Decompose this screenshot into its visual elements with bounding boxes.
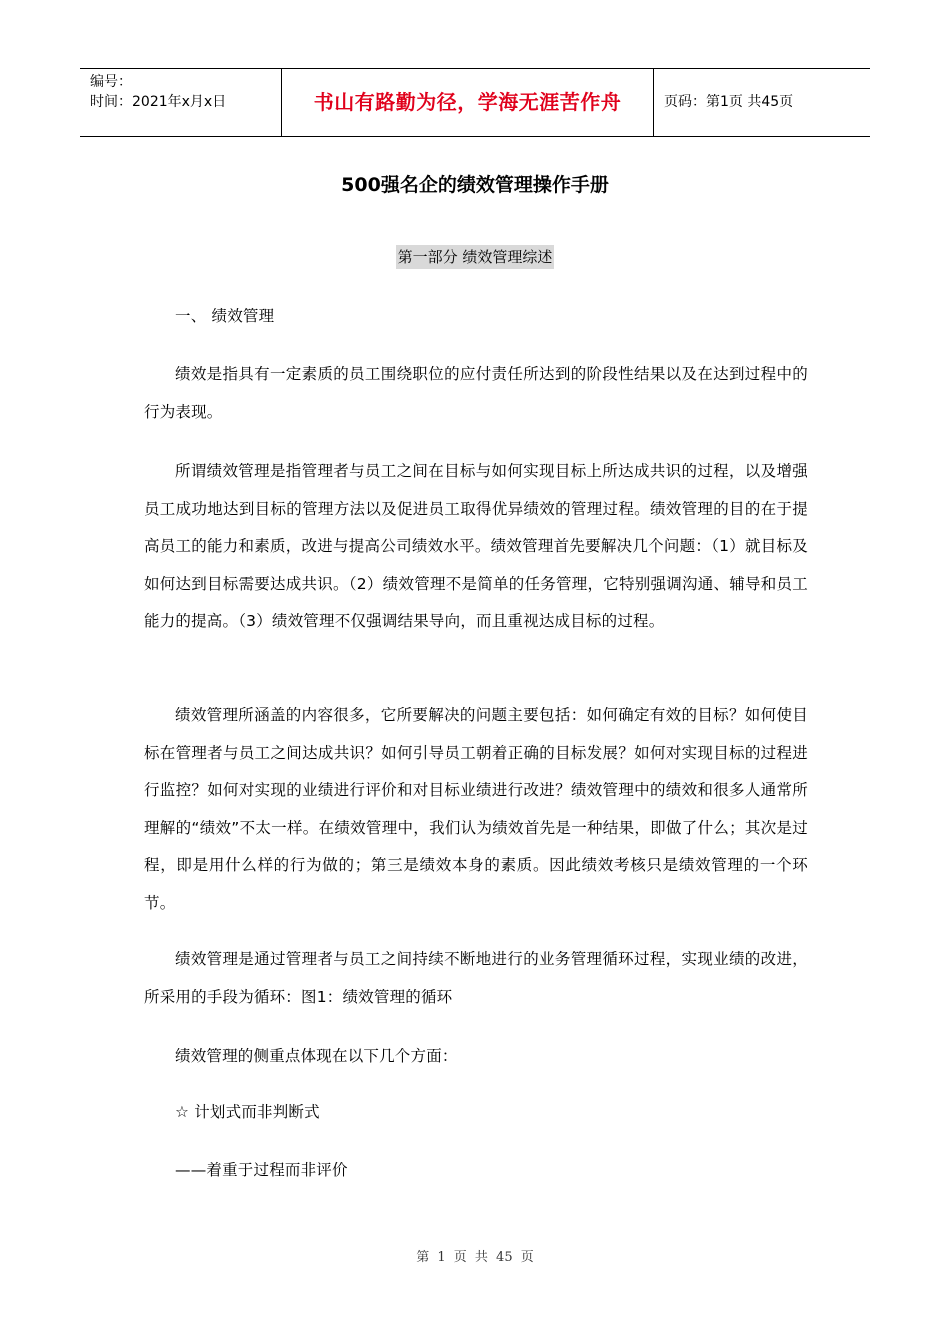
paragraph-1: 绩效是指具有一定素质的员工围绕职位的应付责任所达到的阶段性结果以及在达到过程中的行为表现。 <box>144 365 808 421</box>
header-page-info: 页码：第1页 共45页 <box>664 94 794 110</box>
number-label: 编号： <box>90 74 132 90</box>
section-heading: 一、 绩效管理 <box>175 307 275 325</box>
paragraph-5: 绩效管理的侧重点体现在以下几个方面： <box>175 1047 458 1065</box>
dash-item: ——着重于过程而非评价 <box>175 1161 348 1179</box>
header-meta <box>80 69 282 136</box>
header-motto: 书山有路勤为径，学海无涯苦作舟 <box>313 90 622 114</box>
document-header <box>80 68 870 137</box>
part-heading-wrap <box>0 245 950 269</box>
paragraph-2: 所谓绩效管理是指管理者与员工之间在目标与如何实现目标上所达成共识的过程，以及增强员工成功地达到目标的管理方法以及促进员工取得优异绩效的管理过程。绩效管理的目的在于提高员工的能力和素质，改进与提高公司绩效水平。绩效管理首先要解决几个问题：（1）就目标及如何达到目标需要达成共识。（2）绩效管理不是简单的任务管理，它特别强调沟通、辅导和员工能力的提高。（3）绩效管理不仅强调结果导向，而且重视达成目标的过程。 <box>144 462 808 630</box>
document-title: 500强名企的绩效管理操作手册 <box>341 174 609 196</box>
paragraph-4: 绩效管理是通过管理者与员工之间持续不断地进行的业务管理循环过程，实现业绩的改进，所采用的手段为循环：图1：绩效管理的循环 <box>144 950 808 1006</box>
paragraph-3: 绩效管理所涵盖的内容很多，它所要解决的问题主要包括：如何确定有效的目标？如何使目标在管理者与员工之间达成共识？如何引导员工朝着正确的目标发展？如何对实现目标的过程进行监控？如何对实现的业绩进行评价和对目标业绩进行改进？绩效管理中的绩效和很多人通常所理解的“绩效”不太一样。在绩效管理中，我们认为绩效首先是一种结果，即做了什么；其次是过程，即是用什么样的行为做的；第三是绩效本身的素质。因此绩效考核只是绩效管理的一个环节。 <box>144 706 808 912</box>
page-footer: 第 1 页 共 45 页 <box>416 1250 534 1265</box>
bullet-item: ☆ 计划式而非判断式 <box>175 1103 320 1121</box>
time-label: 时间：2021年x月x日 <box>90 94 227 110</box>
part-heading: 第一部分 绩效管理综述 <box>396 245 555 269</box>
header-motto-cell <box>282 69 654 136</box>
